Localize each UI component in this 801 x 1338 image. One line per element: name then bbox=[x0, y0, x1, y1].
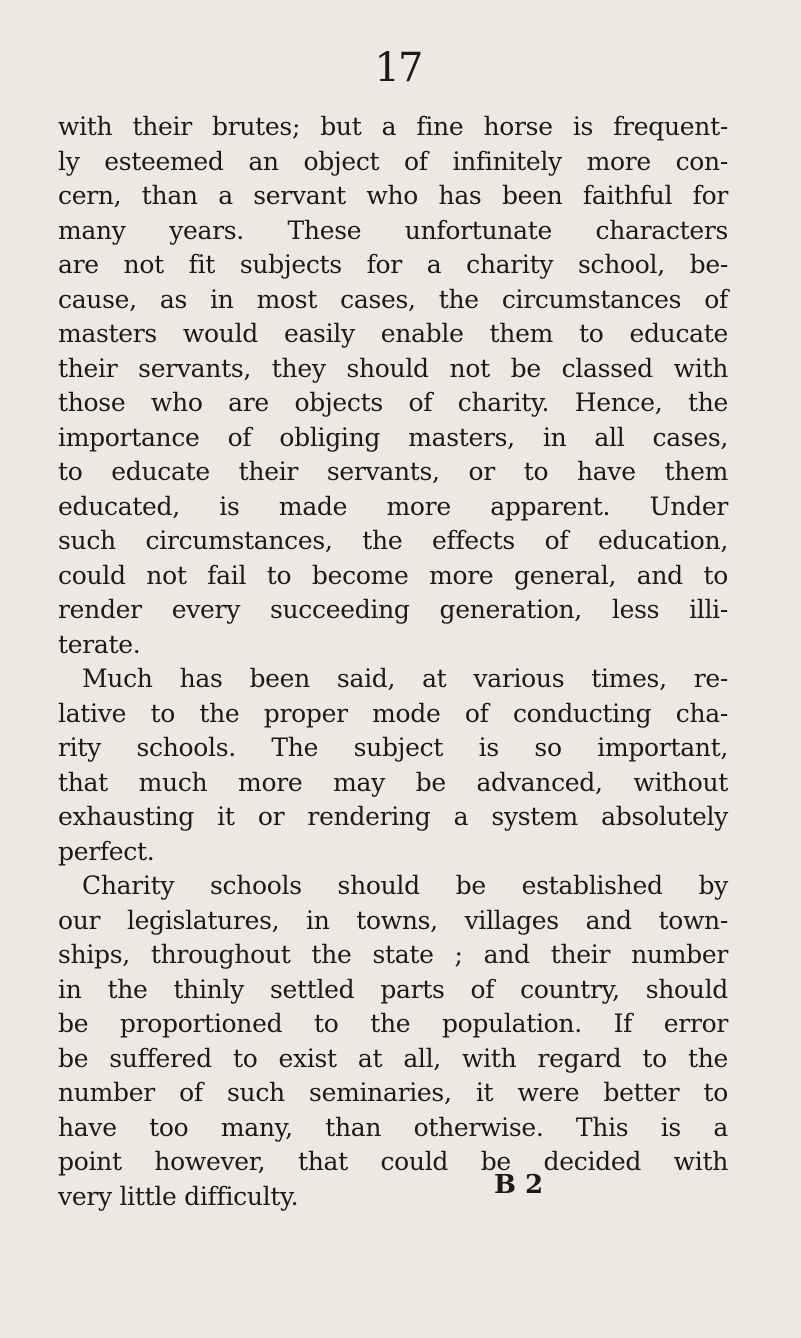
text-line: terate. bbox=[58, 629, 141, 659]
text-line: lative to the proper mode of conducting cha- bbox=[58, 698, 728, 728]
text-line: cause, as in most cases, the circumstances of bbox=[58, 284, 728, 314]
paragraph-start-line: Much has been said, at various times, re- bbox=[82, 664, 728, 693]
paragraph-start-line: Charity schools should be established by bbox=[82, 871, 728, 900]
text-line: are not fit subjects for a charity school, be- bbox=[58, 250, 728, 279]
text-line: point however, that could be decided with bbox=[58, 1147, 728, 1176]
text-line: cern, than a servant who has been faithful for bbox=[58, 181, 728, 210]
text-line: number of such seminaries, it were better to bbox=[58, 1078, 728, 1107]
text-line: those who are objects of charity. Hence, the bbox=[58, 388, 728, 417]
text-line: masters would easily enable them to educate bbox=[58, 319, 728, 348]
page-number: 17 bbox=[374, 45, 422, 91]
text-line: could not fail to become more general, and to bbox=[58, 560, 728, 590]
text-line: rity schools. The subject is so important, bbox=[58, 733, 728, 762]
text-line: educated, is made more apparent. Under bbox=[58, 491, 728, 521]
text-line: to educate their servants, or to have them bbox=[58, 457, 728, 486]
text-line: ships, throughout the state ; and their number bbox=[58, 940, 728, 969]
text-line: that much more may be advanced, without bbox=[58, 767, 728, 797]
text-line: render every succeeding generation, less illi- bbox=[58, 595, 728, 624]
body-text bbox=[58, 110, 728, 1214]
text-line: perfect. bbox=[58, 836, 155, 866]
text-line: with their brutes; but a fine horse is frequent- bbox=[58, 112, 728, 141]
text-line: exhausting it or rendering a system absolutely bbox=[58, 802, 728, 831]
text-line: have too many, than otherwise. This is a bbox=[58, 1112, 728, 1142]
text-line: such circumstances, the effects of education, bbox=[58, 526, 728, 555]
text-line: very little difficulty. bbox=[58, 1181, 299, 1211]
text-line: be proportioned to the population. If error bbox=[58, 1009, 728, 1038]
signature-mark: B 2 bbox=[494, 1170, 544, 1200]
text-line: in the thinly settled parts of country, should bbox=[58, 974, 728, 1004]
text-line: their servants, they should not be classed with bbox=[58, 353, 728, 383]
text-line: be suffered to exist at all, with regard to the bbox=[58, 1043, 728, 1073]
text-line: ly esteemed an object of infinitely more con- bbox=[58, 146, 728, 176]
text-line: many years. These unfortunate characters bbox=[58, 215, 728, 245]
text-line: our legislatures, in towns, villages and town- bbox=[58, 905, 728, 935]
text-line: importance of obliging masters, in all cases, bbox=[58, 422, 728, 452]
